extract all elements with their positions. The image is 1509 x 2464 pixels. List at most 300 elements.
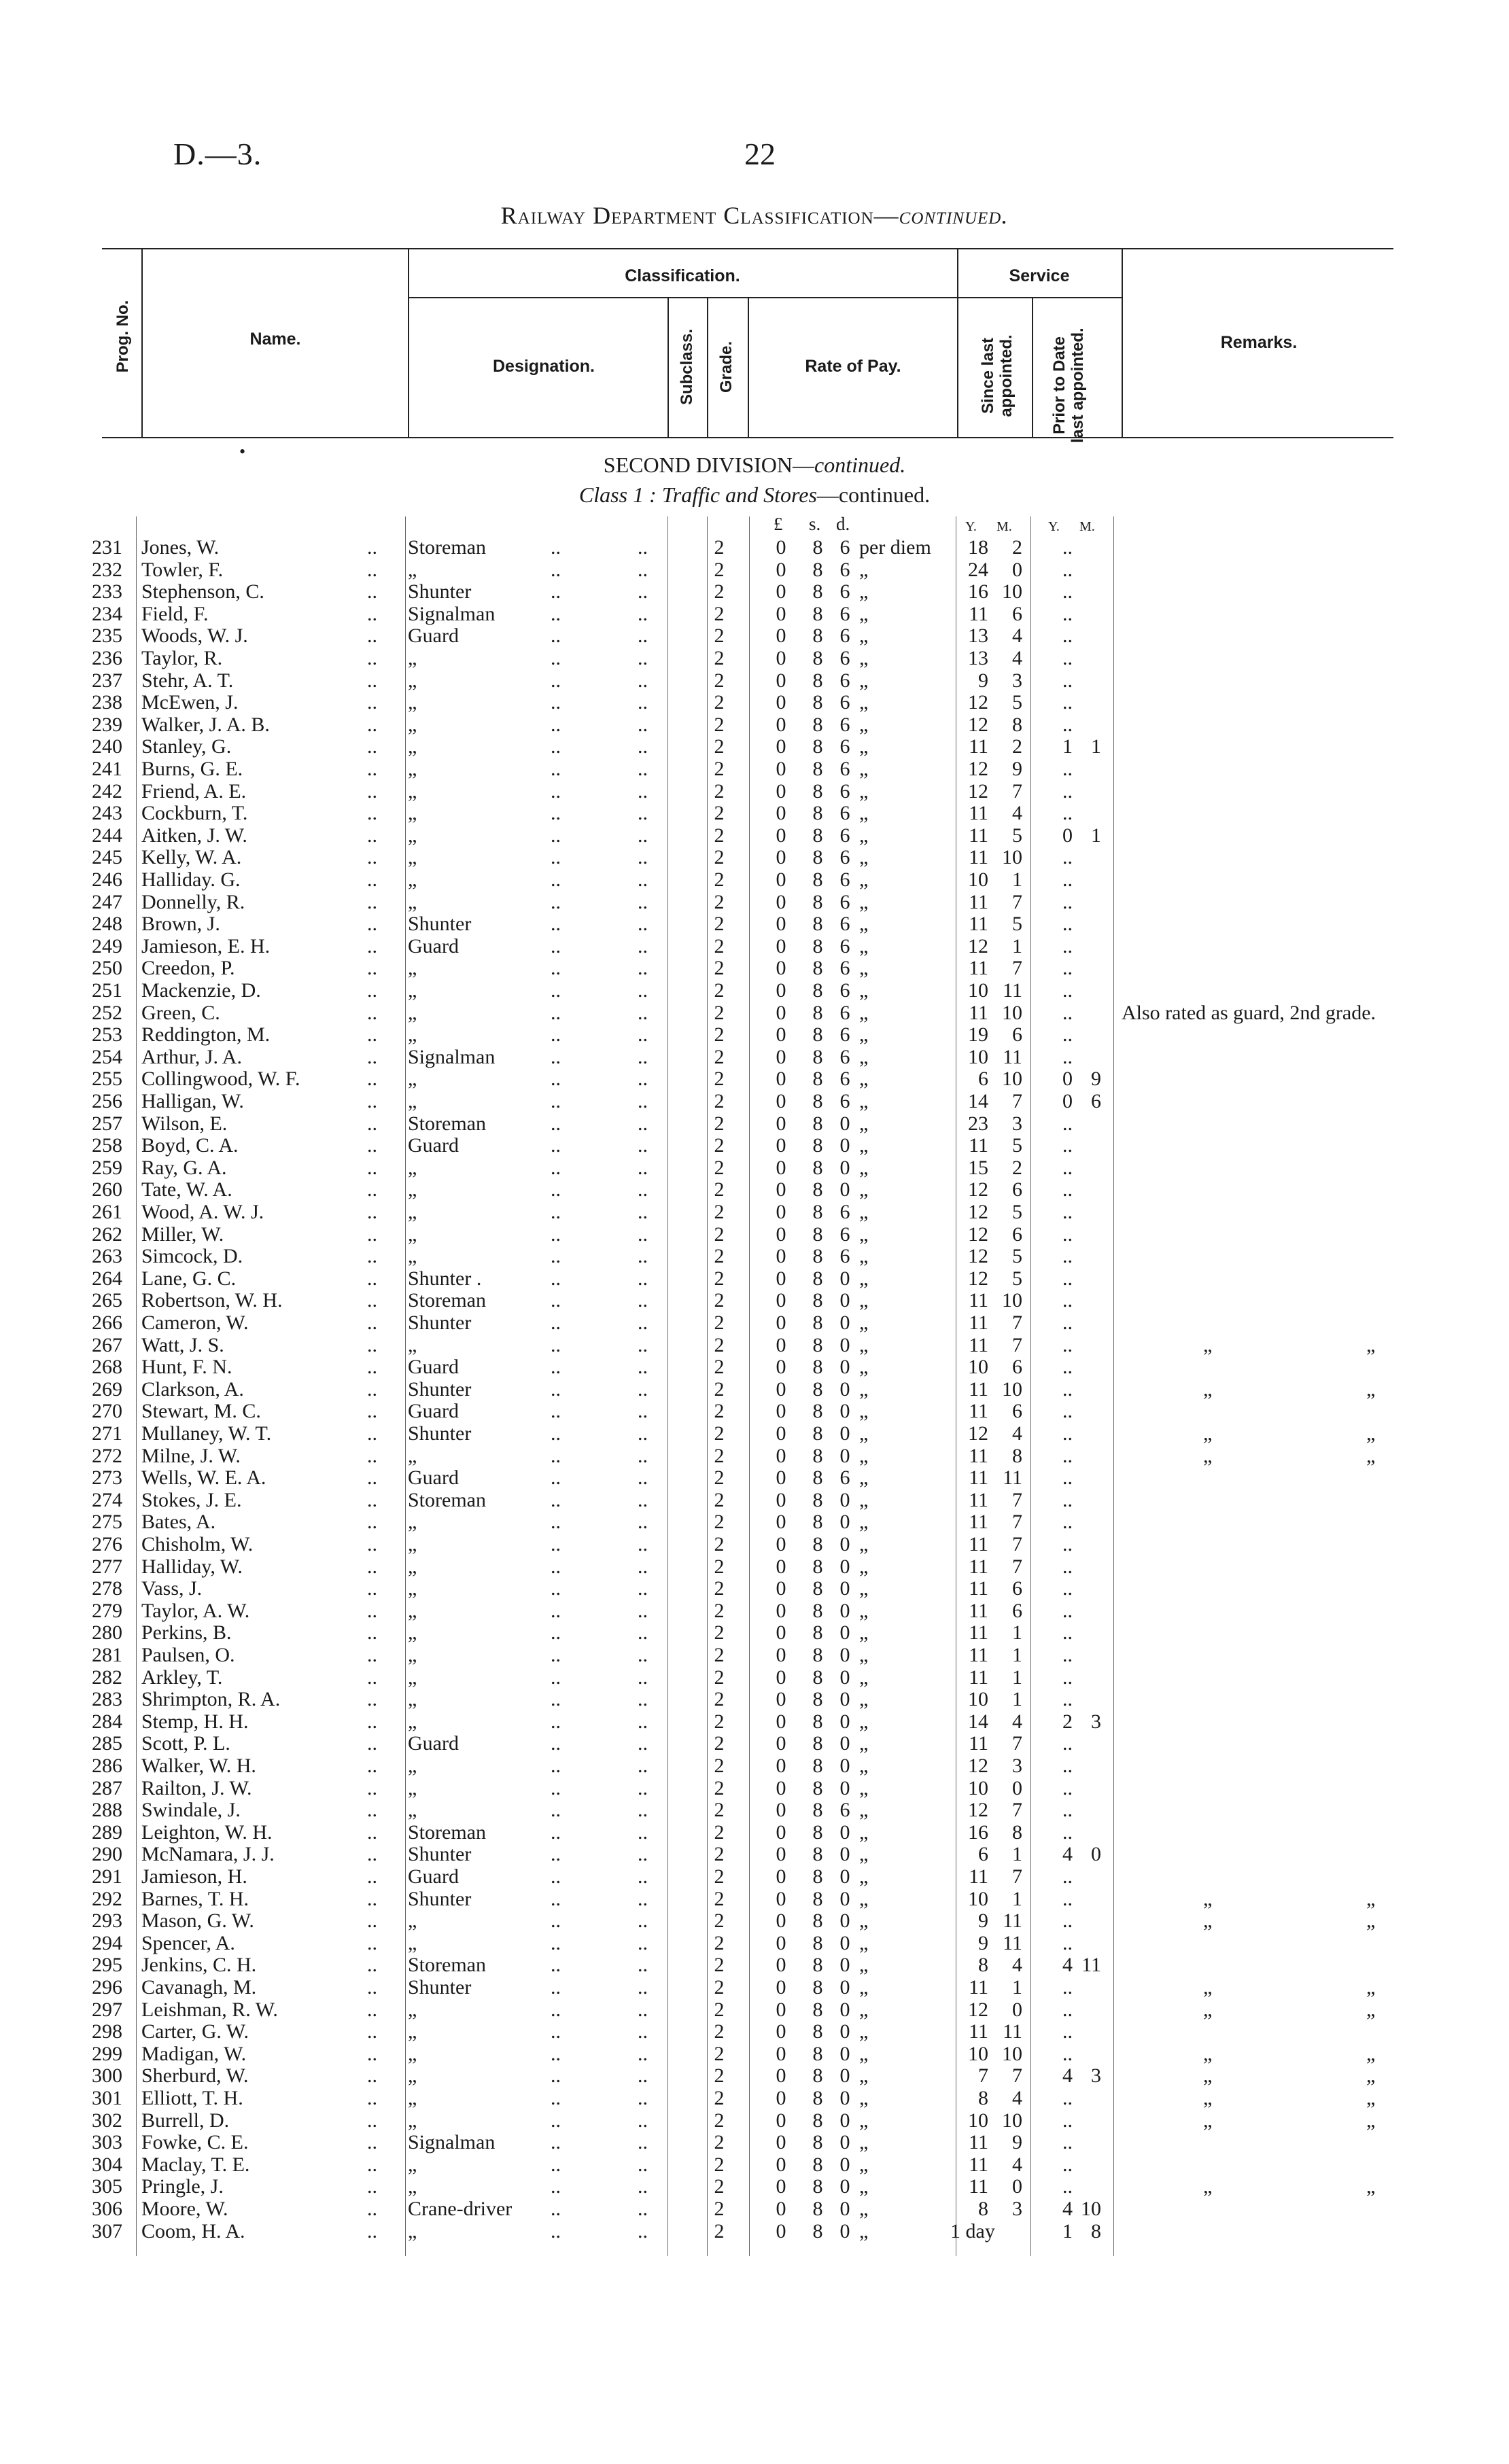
- designation: Storeman: [408, 1289, 486, 1312]
- since-years: 15: [968, 1156, 988, 1179]
- leader-dots: ..: [367, 2087, 377, 2109]
- leader-dots: ..: [551, 1134, 561, 1157]
- employee-name: Taylor, A. W.: [141, 1599, 250, 1622]
- leader-dots: ..: [367, 890, 377, 913]
- since-years: 11: [969, 1732, 988, 1755]
- prior-months: 6: [1091, 1090, 1101, 1112]
- pay-period: „: [859, 1289, 869, 1312]
- pay-shillings: 8: [812, 934, 823, 957]
- leader-dots: ..: [638, 2064, 648, 2088]
- leader-dots: ..: [551, 1976, 561, 1999]
- leader-dots: ..: [551, 779, 561, 803]
- prog-no: 291: [92, 1865, 122, 1888]
- table-row: [0, 2088, 1509, 2110]
- prog-no: 293: [92, 1909, 122, 1933]
- table-row: [0, 980, 1509, 1002]
- since-months: 1: [1012, 1621, 1022, 1644]
- pay-pounds: 0: [776, 2131, 786, 2154]
- pay-pence: 6: [839, 1245, 850, 1268]
- since-years: 12: [968, 1755, 988, 1777]
- prior-years: ..: [1062, 1356, 1073, 1379]
- pay-pounds: 0: [776, 1511, 786, 1534]
- pay-shillings: 8: [812, 824, 823, 847]
- prior-months: 11: [1081, 1954, 1101, 1977]
- leader-dots: ..: [638, 647, 648, 669]
- grade: 2: [714, 1909, 725, 1933]
- pay-period: „: [859, 2109, 869, 2132]
- prior-years: ..: [1062, 1466, 1073, 1490]
- leader-dots: ..: [367, 624, 377, 648]
- leader-dots: ..: [638, 1599, 648, 1622]
- grade: 2: [714, 1820, 725, 1844]
- since-months: 11: [1003, 1045, 1022, 1068]
- leader-dots: ..: [638, 957, 648, 980]
- leader-dots: ..: [638, 2153, 648, 2176]
- pay-pounds: 0: [776, 1843, 786, 1866]
- since-months: 1: [1012, 1666, 1022, 1689]
- table-row: [0, 2154, 1509, 2177]
- designation: „: [408, 802, 417, 825]
- leader-dots: ..: [367, 558, 377, 581]
- pay-pence: 6: [839, 890, 850, 913]
- employee-name: Scott, P. L.: [141, 1732, 230, 1755]
- leader-dots: ..: [551, 979, 561, 1002]
- employee-name: Jenkins, C. H.: [141, 1954, 257, 1977]
- table-row: [0, 1578, 1509, 1600]
- prior-years: ..: [1062, 669, 1073, 692]
- leader-dots: ..: [551, 1444, 561, 1467]
- grade: 2: [714, 979, 725, 1002]
- pay-shillings: 8: [812, 779, 823, 803]
- prior-years: ..: [1062, 957, 1073, 980]
- leader-dots: ..: [638, 1090, 648, 1112]
- pay-shillings: 8: [812, 2064, 823, 2088]
- employee-name: McNamara, J. J.: [141, 1843, 275, 1866]
- table-row: [0, 2021, 1509, 2043]
- prog-no: 275: [92, 1511, 122, 1534]
- remarks-ditto: „: [1203, 1887, 1213, 1910]
- pay-period: „: [859, 2020, 869, 2043]
- prog-no: 264: [92, 1267, 122, 1290]
- pay-pence: 6: [839, 735, 850, 758]
- pay-shillings: 8: [812, 669, 823, 692]
- pay-period: „: [859, 1710, 869, 1733]
- leader-dots: ..: [551, 691, 561, 714]
- prog-no: 307: [92, 2219, 122, 2242]
- pay-pounds: 0: [776, 779, 786, 803]
- since-years: 12: [968, 713, 988, 736]
- employee-name: Mason, G. W.: [141, 1909, 254, 1933]
- leader-dots: ..: [551, 1644, 561, 1666]
- pay-pounds: 0: [776, 1333, 786, 1356]
- employee-name: Spencer, A.: [141, 1931, 235, 1954]
- pay-period: „: [859, 1134, 869, 1157]
- pay-shillings: 8: [812, 2198, 823, 2220]
- designation: „: [408, 1245, 417, 1268]
- leader-dots: ..: [367, 1090, 377, 1112]
- employee-name: Creedon, P.: [141, 957, 235, 980]
- pay-period: „: [859, 1577, 869, 1600]
- employee-name: Aitken, J. W.: [141, 824, 247, 847]
- prior-years: ..: [1062, 691, 1073, 714]
- table-row: [0, 1201, 1509, 1224]
- leader-dots: ..: [638, 2131, 648, 2154]
- since-months: 5: [1012, 1134, 1022, 1157]
- table-row: [0, 1224, 1509, 1246]
- prog-no: 240: [92, 735, 122, 758]
- grade: 2: [714, 1001, 725, 1024]
- header-rate-of-pay: Rate of Pay.: [805, 357, 901, 376]
- pay-shillings: 8: [812, 1488, 823, 1511]
- pay-pounds: 0: [776, 1998, 786, 2021]
- prior-years: 4: [1062, 1954, 1073, 1977]
- prior-years: ..: [1062, 1488, 1073, 1511]
- since-months: 3: [1012, 1112, 1022, 1135]
- leader-dots: ..: [367, 1799, 377, 1822]
- grade: 2: [714, 1887, 725, 1910]
- leader-dots: ..: [551, 934, 561, 957]
- grade: 2: [714, 1400, 725, 1423]
- pay-pence: 0: [839, 1555, 850, 1578]
- since-months: 7: [1012, 957, 1022, 980]
- pay-period: „: [859, 2175, 869, 2198]
- leader-dots: ..: [551, 1710, 561, 1733]
- since-months: 5: [1012, 913, 1022, 936]
- prog-no: 235: [92, 624, 122, 648]
- grade: 2: [714, 758, 725, 780]
- prog-no: 273: [92, 1466, 122, 1490]
- table-row: [0, 1556, 1509, 1579]
- leader-dots: ..: [638, 1156, 648, 1179]
- pay-period: „: [859, 1488, 869, 1511]
- designation: Storeman: [408, 1112, 486, 1135]
- grade: 2: [714, 558, 725, 581]
- since-months: 11: [1003, 979, 1022, 1002]
- leader-dots: ..: [638, 2087, 648, 2109]
- leader-dots: ..: [367, 1222, 377, 1246]
- leader-dots: ..: [367, 1201, 377, 1223]
- pay-pence: 6: [839, 624, 850, 648]
- pay-pence: 0: [839, 1333, 850, 1356]
- table-row: [0, 1844, 1509, 1866]
- leader-dots: ..: [367, 913, 377, 936]
- pay-pounds: 0: [776, 1776, 786, 1799]
- leader-dots: ..: [367, 1245, 377, 1268]
- pay-shillings: 8: [812, 2042, 823, 2065]
- remarks-ditto: „: [1203, 1422, 1213, 1445]
- since-months: 0: [1012, 558, 1022, 581]
- leader-dots: ..: [638, 1776, 648, 1799]
- grade: 2: [714, 1333, 725, 1356]
- class-italic: Traffic and Stores: [661, 482, 817, 507]
- prog-no: 239: [92, 713, 122, 736]
- pay-period: „: [859, 558, 869, 581]
- pay-pounds: 0: [776, 913, 786, 936]
- leader-dots: ..: [551, 1068, 561, 1091]
- prior-years: ..: [1062, 1112, 1073, 1135]
- employee-name: Burns, G. E.: [141, 758, 243, 780]
- leader-dots: ..: [638, 2042, 648, 2065]
- leader-dots: ..: [638, 691, 648, 714]
- leader-dots: ..: [638, 1356, 648, 1379]
- leader-dots: ..: [367, 2153, 377, 2176]
- designation: „: [408, 691, 417, 714]
- remarks-ditto: „: [1366, 2064, 1376, 2088]
- employee-name: Railton, J. W.: [141, 1776, 252, 1799]
- since-years: 11: [969, 1333, 988, 1356]
- grade: 2: [714, 1267, 725, 1290]
- prior-years: ..: [1062, 2153, 1073, 2176]
- pay-pounds: 0: [776, 758, 786, 780]
- leader-dots: ..: [551, 1621, 561, 1644]
- employee-name: Moore, W.: [141, 2198, 228, 2220]
- pay-pounds: 0: [776, 957, 786, 980]
- pay-pounds: 0: [776, 602, 786, 625]
- pay-shillings: 8: [812, 1843, 823, 1866]
- document-reference: D.—3.: [173, 137, 262, 171]
- pay-pounds: 0: [776, 1488, 786, 1511]
- pay-period: „: [859, 1799, 869, 1822]
- since-months: 4: [1012, 1954, 1022, 1977]
- pay-shillings: 8: [812, 1112, 823, 1135]
- pay-pence: 6: [839, 536, 850, 559]
- leader-dots: ..: [367, 1909, 377, 1933]
- leader-dots: ..: [551, 957, 561, 980]
- pay-pence: 6: [839, 691, 850, 714]
- since-years: 9: [978, 669, 988, 692]
- pay-period: „: [859, 957, 869, 980]
- since-months: 7: [1012, 1799, 1022, 1822]
- employee-name: Ray, G. A.: [141, 1156, 227, 1179]
- pay-pence: 0: [839, 2064, 850, 2088]
- leader-dots: ..: [367, 1755, 377, 1777]
- pay-period: „: [859, 2042, 869, 2065]
- since-months: 1: [1012, 1644, 1022, 1666]
- leader-dots: ..: [551, 602, 561, 625]
- pay-pence: 6: [839, 758, 850, 780]
- pay-pounds: 0: [776, 2109, 786, 2132]
- prog-no: 287: [92, 1776, 122, 1799]
- leader-dots: ..: [638, 2020, 648, 2043]
- table-row: [0, 1778, 1509, 1800]
- leader-dots: ..: [551, 1887, 561, 1910]
- employee-name: Stanley, G.: [141, 735, 232, 758]
- pay-pounds: 0: [776, 1112, 786, 1135]
- leader-dots: ..: [638, 1112, 648, 1135]
- grade: 2: [714, 713, 725, 736]
- pay-pence: 0: [839, 1444, 850, 1467]
- employee-name: Hunt, F. N.: [141, 1356, 232, 1379]
- since-months: 10: [1002, 846, 1022, 869]
- leader-dots: ..: [551, 536, 561, 559]
- table-row: [0, 1755, 1509, 1778]
- pay-shillings: 8: [812, 1400, 823, 1423]
- pay-pence: 0: [839, 2087, 850, 2109]
- prog-no: 302: [92, 2109, 122, 2132]
- since-years: 10: [968, 1887, 988, 1910]
- pay-shillings: 8: [812, 1245, 823, 1268]
- pay-pence: 6: [839, 1068, 850, 1091]
- table-row: [0, 625, 1509, 648]
- pay-pence: 6: [839, 824, 850, 847]
- leader-dots: ..: [367, 1178, 377, 1201]
- pay-period: „: [859, 2087, 869, 2109]
- leader-dots: ..: [638, 1976, 648, 1999]
- since-years: 12: [968, 1178, 988, 1201]
- prior-years: ..: [1062, 1422, 1073, 1445]
- pay-shillings: 8: [812, 536, 823, 559]
- employee-name: Stehr, A. T.: [141, 669, 234, 692]
- table-row: [0, 603, 1509, 626]
- pay-pence: 6: [839, 558, 850, 581]
- leader-dots: ..: [367, 1887, 377, 1910]
- leader-dots: ..: [551, 1333, 561, 1356]
- unit-prior-months: M.: [1079, 519, 1095, 534]
- designation: Signalman: [408, 2131, 496, 2154]
- leader-dots: ..: [638, 846, 648, 869]
- pay-shillings: 8: [812, 1201, 823, 1223]
- employee-name: Perkins, B.: [141, 1621, 232, 1644]
- table-row: [0, 1600, 1509, 1623]
- pay-pounds: 0: [776, 1090, 786, 1112]
- pay-pounds: 0: [776, 713, 786, 736]
- designation: „: [408, 1998, 417, 2021]
- pay-pounds: 0: [776, 1045, 786, 1068]
- unit-shilling: s.: [809, 514, 821, 534]
- leader-dots: ..: [551, 1356, 561, 1379]
- designation: „: [408, 2064, 417, 2088]
- designation: „: [408, 2087, 417, 2109]
- class-heading: [0, 482, 1509, 508]
- pay-pounds: 0: [776, 2020, 786, 2043]
- designation: „: [408, 1333, 417, 1356]
- pay-pence: 0: [839, 1356, 850, 1379]
- leader-dots: ..: [551, 846, 561, 869]
- since-months: 11: [1003, 2020, 1022, 2043]
- pay-shillings: 8: [812, 1312, 823, 1334]
- employee-name: Watt, J. S.: [141, 1333, 224, 1356]
- pay-period: „: [859, 624, 869, 648]
- leader-dots: ..: [367, 1289, 377, 1312]
- pay-pounds: 0: [776, 824, 786, 847]
- table-top-rule: [102, 248, 1393, 249]
- remarks-ditto: „: [1203, 1909, 1213, 1933]
- leader-dots: ..: [638, 1222, 648, 1246]
- since-years: 10: [968, 2109, 988, 2132]
- pay-shillings: 8: [812, 2109, 823, 2132]
- prog-no: 299: [92, 2042, 122, 2065]
- grade: 2: [714, 2109, 725, 2132]
- leader-dots: ..: [367, 2175, 377, 2198]
- pay-period: „: [859, 1222, 869, 1246]
- since-months: 1: [1012, 1843, 1022, 1866]
- leader-dots: ..: [367, 2131, 377, 2154]
- leader-dots: ..: [551, 1954, 561, 1977]
- pay-pounds: 0: [776, 1599, 786, 1622]
- since-months: 10: [1002, 2109, 1022, 2132]
- pay-period: „: [859, 1843, 869, 1866]
- prior-years: ..: [1062, 1599, 1073, 1622]
- pay-period: „: [859, 868, 869, 891]
- pay-period: „: [859, 735, 869, 758]
- prog-no: 271: [92, 1422, 122, 1445]
- pay-pence: 6: [839, 1045, 850, 1068]
- pay-pounds: 0: [776, 846, 786, 869]
- prior-years: ..: [1062, 1887, 1073, 1910]
- leader-dots: ..: [367, 1511, 377, 1534]
- since-years: 11: [969, 1976, 988, 1999]
- pay-pounds: 0: [776, 2219, 786, 2242]
- designation: „: [408, 2175, 417, 2198]
- class-prefix: Class 1 :: [578, 482, 662, 507]
- prior-years: 0: [1062, 1068, 1073, 1091]
- leader-dots: ..: [638, 1843, 648, 1866]
- prior-years: ..: [1062, 647, 1073, 669]
- prog-no: 241: [92, 758, 122, 780]
- remarks-ditto: „: [1203, 1444, 1213, 1467]
- pay-shillings: 8: [812, 1178, 823, 1201]
- pay-pounds: 0: [776, 1222, 786, 1246]
- designation: Storeman: [408, 536, 486, 559]
- leader-dots: ..: [638, 1644, 648, 1666]
- employee-name: Walker, J. A. B.: [141, 713, 270, 736]
- prior-years: 4: [1062, 2198, 1073, 2220]
- prior-years: ..: [1062, 758, 1073, 780]
- leader-dots: ..: [367, 1400, 377, 1423]
- grade: 2: [714, 1090, 725, 1112]
- pay-pounds: 0: [776, 691, 786, 714]
- prior-years: ..: [1062, 1134, 1073, 1157]
- pay-shillings: 8: [812, 1156, 823, 1179]
- table-row: [0, 2198, 1509, 2221]
- since-months: 10: [1002, 1377, 1022, 1401]
- prog-no: 244: [92, 824, 122, 847]
- designation: „: [408, 868, 417, 891]
- prior-years: ..: [1062, 1023, 1073, 1046]
- since-months: 10: [1002, 1068, 1022, 1091]
- table-row: [0, 1401, 1509, 1423]
- leader-dots: ..: [638, 1444, 648, 1467]
- designation: „: [408, 779, 417, 803]
- leader-dots: ..: [638, 1333, 648, 1356]
- table-row: [0, 1644, 1509, 1667]
- remarks-ditto: „: [1203, 2064, 1213, 2088]
- pay-shillings: 8: [812, 913, 823, 936]
- pay-pence: 6: [839, 802, 850, 825]
- prior-years: ..: [1062, 1377, 1073, 1401]
- pay-pence: 0: [839, 1710, 850, 1733]
- pay-shillings: 8: [812, 647, 823, 669]
- leader-dots: ..: [367, 1621, 377, 1644]
- leader-dots: ..: [367, 580, 377, 603]
- grade: 2: [714, 2020, 725, 2043]
- table-row: [0, 1954, 1509, 1977]
- employee-name: Reddington, M.: [141, 1023, 271, 1046]
- grade: 2: [714, 2153, 725, 2176]
- leader-dots: ..: [551, 802, 561, 825]
- designation: „: [408, 2042, 417, 2065]
- table-row: [0, 1423, 1509, 1445]
- leader-dots: ..: [638, 1887, 648, 1910]
- prior-years: ..: [1062, 1799, 1073, 1822]
- pay-pounds: 0: [776, 2175, 786, 2198]
- prog-no: 300: [92, 2064, 122, 2088]
- grade: 2: [714, 1511, 725, 1534]
- leader-dots: ..: [551, 1377, 561, 1401]
- pay-pounds: 0: [776, 580, 786, 603]
- leader-dots: ..: [367, 846, 377, 869]
- table-row: [0, 1157, 1509, 1180]
